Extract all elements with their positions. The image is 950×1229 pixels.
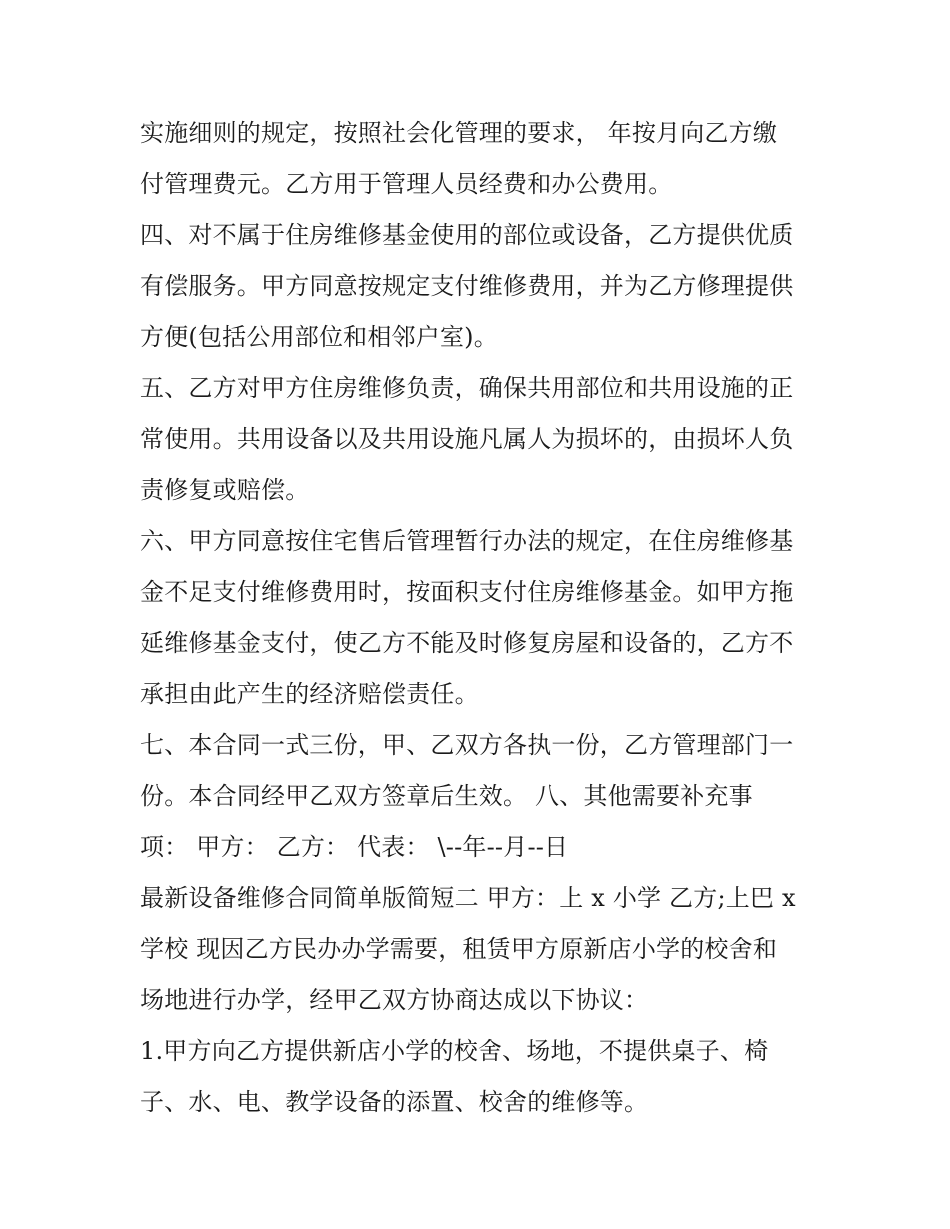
document-body (140, 108, 820, 1128)
text-line: 项： 甲方： 乙方： 代表： \--年--月--日 (140, 833, 569, 861)
text-line: 四、对不属于住房维修基金使用的部位或设备，乙方提供优质 (140, 221, 794, 249)
text-line: 1.甲方向乙方提供新店小学的校舍、场地，不提供桌子、椅 (140, 1037, 769, 1065)
text-line: 子、水、电、教学设备的添置、校舍的维修等。 (140, 1088, 649, 1116)
text-line: 方便(包括公用部位和相邻户室)。 (140, 323, 498, 351)
text-line: 延维修基金支付，使乙方不能及时修复房屋和设备的，乙方不 (140, 629, 794, 657)
text-line: 六、甲方同意按住宅售后管理暂行办法的规定，在住房维修基 (140, 527, 794, 555)
text-line: 责修复或赔偿。 (140, 476, 310, 504)
text-line: 有偿服务。甲方同意按规定支付维修费用，并为乙方修理提供 (140, 272, 794, 300)
text-line: 学校 现因乙方民办办学需要，租赁甲方原新店小学的校舍和 (140, 935, 778, 963)
text-line: 七、本合同一式三份，甲、乙双方各执一份，乙方管理部门一 (140, 731, 794, 759)
text-line: 份。本合同经甲乙双方签章后生效。 八、其他需要补充事 (140, 782, 753, 810)
text-line: 付管理费元。乙方用于管理人员经费和办公费用。 (140, 170, 673, 198)
text-line: 五、乙方对甲方住房维修负责，确保共用部位和共用设施的正 (140, 374, 794, 402)
text-line: 实施细则的规定，按照社会化管理的要求， 年按月向乙方缴 (140, 119, 778, 147)
text-line: 最新设备维修合同简单版简短二 甲方：上 x 小学 乙方;上巴 x (140, 884, 796, 912)
text-line: 常使用。共用设备以及共用设施凡属人为损坏的，由损坏人负 (140, 425, 794, 453)
text-line: 金不足支付维修费用时，按面积支付住房维修基金。如甲方拖 (140, 578, 794, 606)
text-line: 场地进行办学，经甲乙双方协商达成以下协议： (140, 986, 649, 1014)
text-line: 承担由此产生的经济赔偿责任。 (140, 680, 479, 708)
